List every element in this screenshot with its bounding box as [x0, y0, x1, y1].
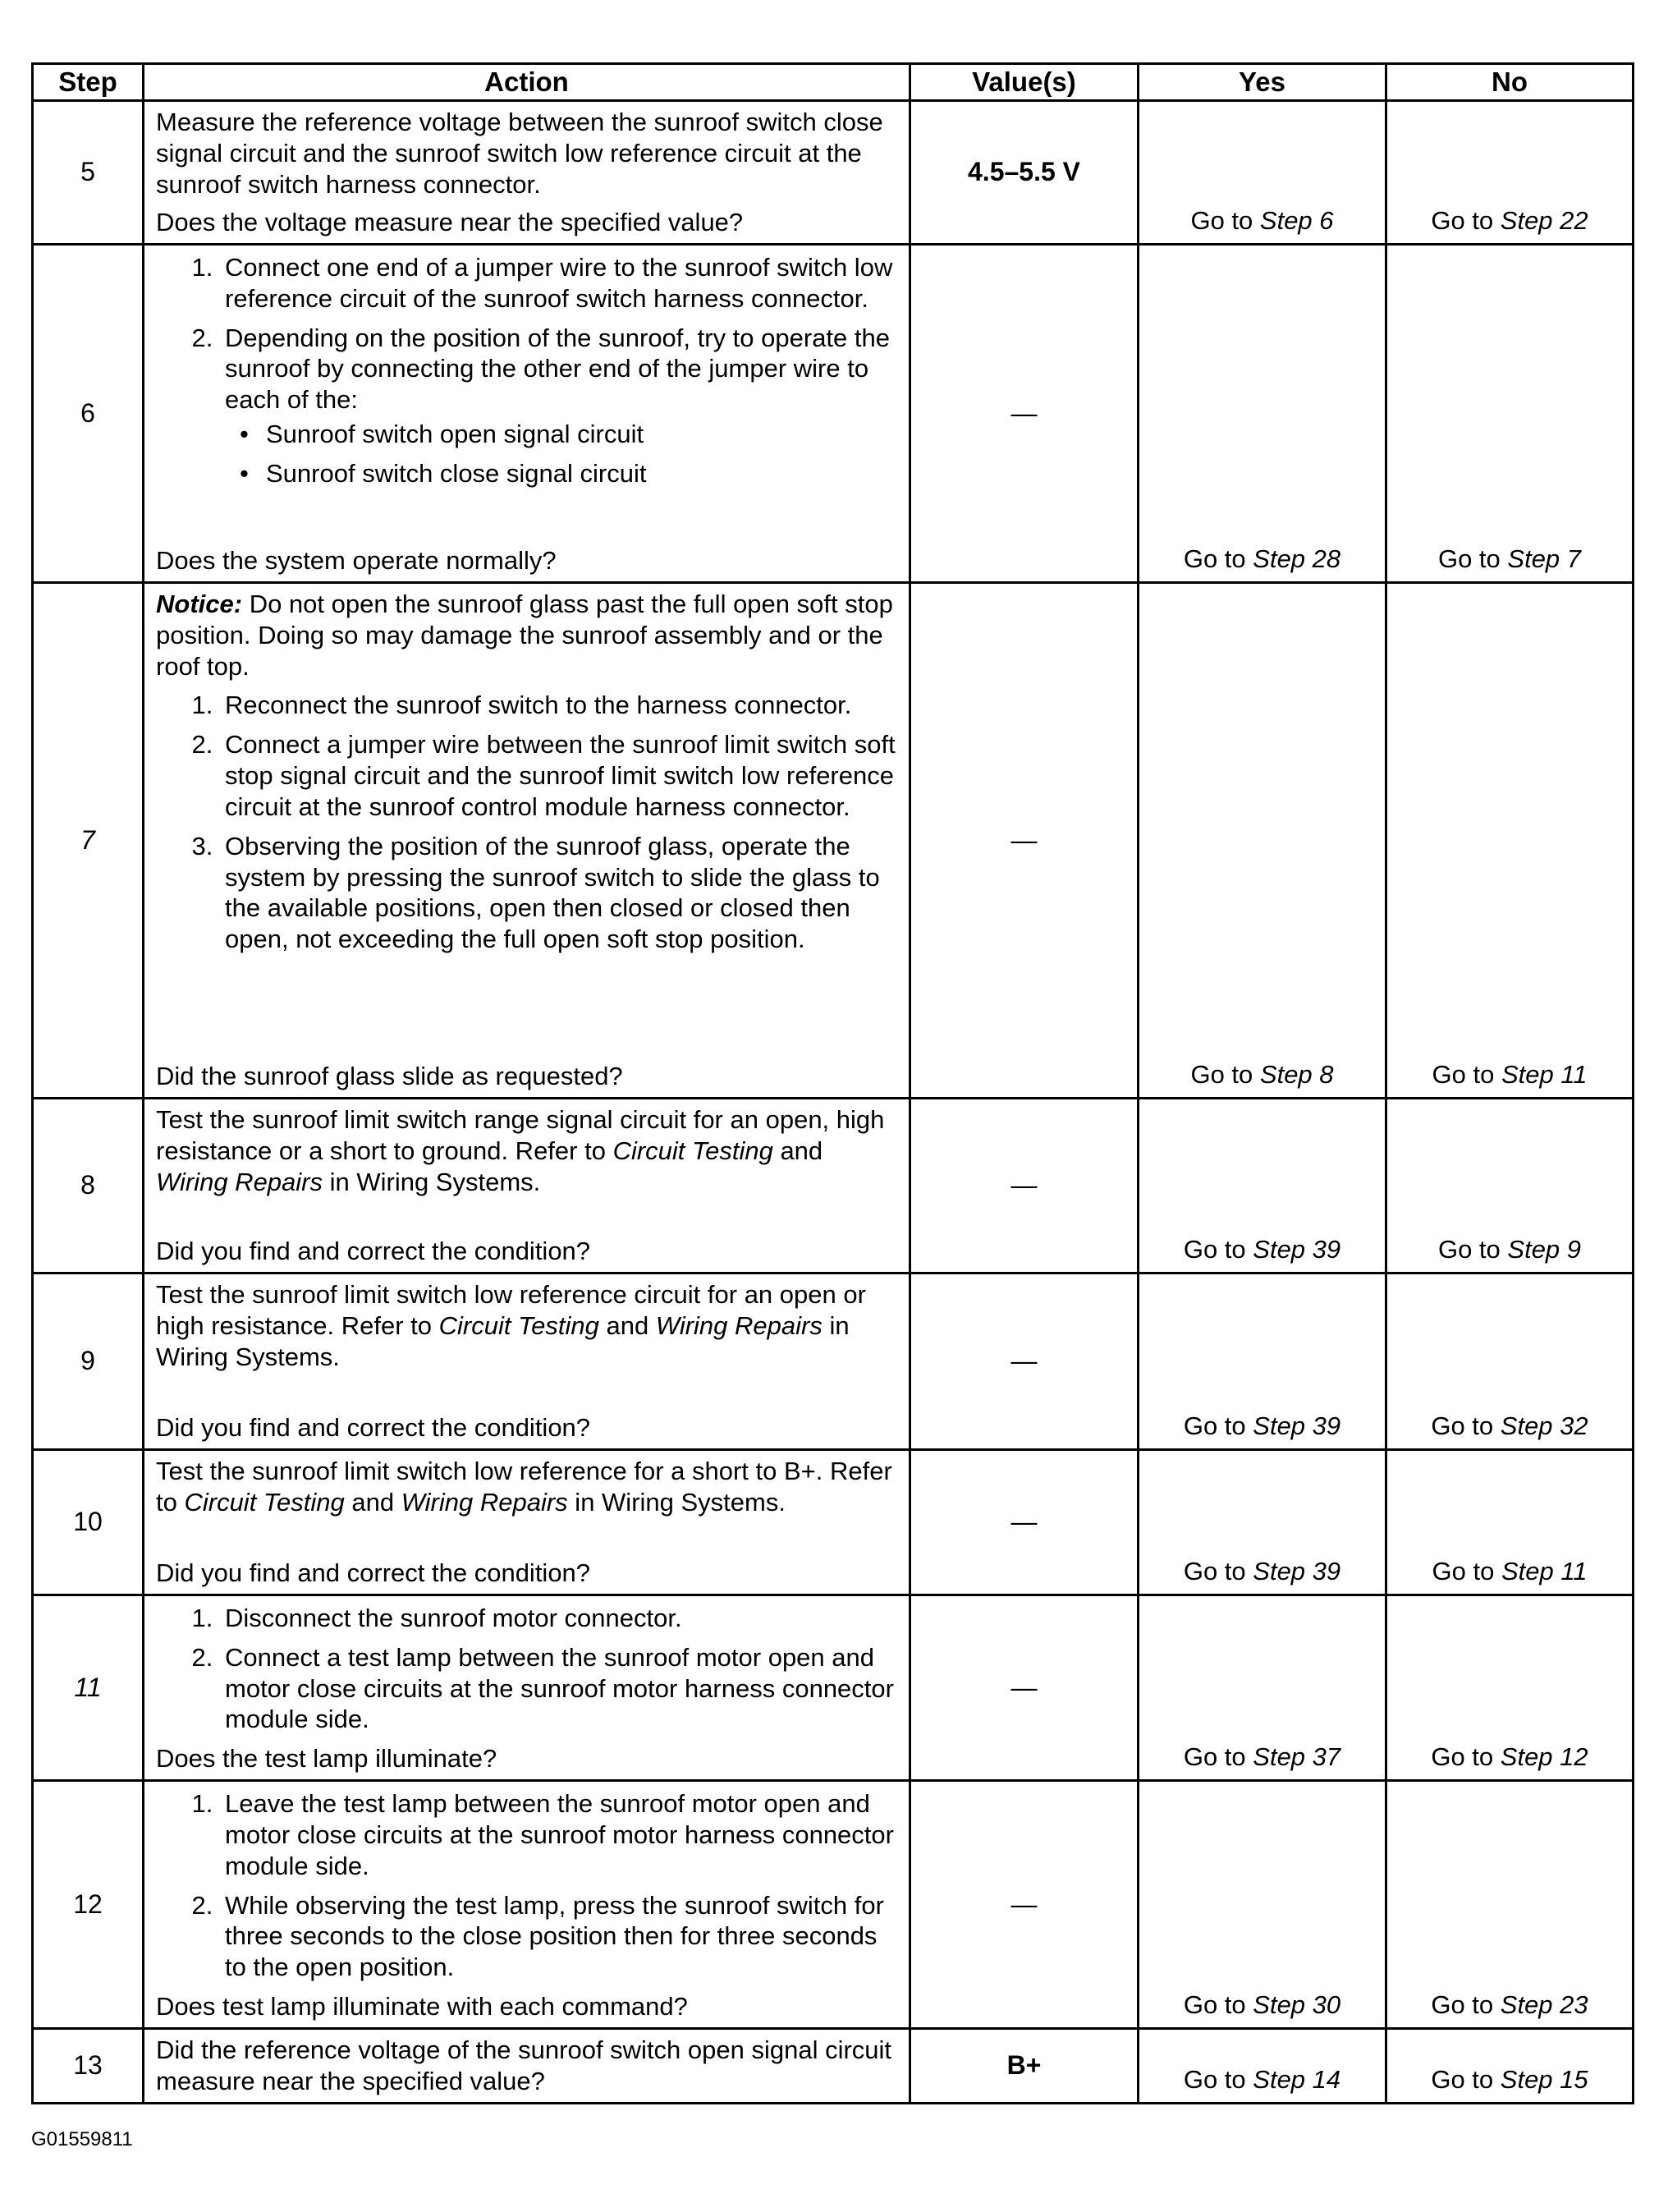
no-step-link[interactable]: Step 9	[1507, 1235, 1582, 1264]
yes-step-link[interactable]: Step 30	[1253, 1990, 1341, 2020]
action-cell	[144, 1450, 910, 1595]
step-number: 11	[33, 1595, 144, 1781]
substep-item: 2. While observing the test lamp, press the sunroof switch for three seconds to the close position then for three seconds to the open position.	[220, 1890, 900, 1983]
action-cell	[144, 1099, 910, 1274]
no-cell: Go to Step 32	[1386, 1274, 1634, 1450]
substep-item: 2. Connect a test lamp between the sunroof motor open and motor close circuits at the sunroof motor harness connector module side.	[220, 1642, 900, 1735]
header-step: Step	[33, 64, 144, 101]
yes-cell: Go to Step 8	[1139, 583, 1386, 1099]
table-row	[33, 1450, 1634, 1595]
no-cell: Go to Step 12	[1386, 1595, 1634, 1781]
substep-list	[156, 1603, 900, 1743]
table-row	[33, 245, 1634, 583]
yes-cell: Go to Step 39	[1139, 1099, 1386, 1274]
action-question: Did you find and correct the condition?	[156, 1237, 591, 1266]
no-cell: Go to Step 7	[1386, 245, 1634, 583]
no-cell: Go to Step 11	[1386, 1450, 1634, 1595]
action-question: Does the test lamp illuminate?	[156, 1744, 497, 1774]
yes-step-link[interactable]: Step 39	[1253, 1557, 1341, 1586]
table-row	[33, 1274, 1634, 1450]
reference-link[interactable]: Circuit Testing	[184, 1487, 345, 1517]
action-cell	[144, 245, 910, 583]
no-cell: Go to Step 11	[1386, 583, 1634, 1099]
header-yes: Yes	[1139, 64, 1386, 101]
no-step-link[interactable]: Step 15	[1500, 2064, 1588, 2094]
yes-step-link[interactable]: Step 39	[1253, 1411, 1341, 1441]
notice-text: Notice: Do not open the sunroof glass past the full open soft stop position. Doing so may damage the sunroof assembly and or the roof top.	[156, 590, 893, 681]
reference-link[interactable]: Wiring Repairs	[655, 1310, 823, 1340]
table-row	[33, 583, 1634, 1099]
no-step-link[interactable]: Step 11	[1501, 1557, 1588, 1586]
action-cell	[144, 1274, 910, 1450]
value-cell: B+	[910, 2029, 1139, 2104]
value-cell: —	[910, 1099, 1139, 1274]
no-cell: Go to Step 15	[1386, 2029, 1634, 2104]
substep-list	[156, 690, 900, 955]
go-to-label: Go to	[1431, 206, 1494, 236]
action-question: Did you find and correct the condition?	[156, 1413, 591, 1443]
header-values: Value(s)	[910, 64, 1139, 101]
reference-link[interactable]: Wiring Repairs	[401, 1487, 568, 1517]
no-step-link[interactable]: Step 32	[1500, 1411, 1588, 1441]
action-text: Measure the reference voltage between the sunroof switch close signal circuit and the sunroof switch low reference circuit at the sunroof switch harness connector.	[156, 108, 883, 199]
reference-link[interactable]: Circuit Testing	[438, 1310, 599, 1340]
header-no: No	[1386, 64, 1634, 101]
yes-cell: Go to Step 39	[1139, 1274, 1386, 1450]
table-row	[33, 1099, 1634, 1274]
notice-label: Notice:	[156, 590, 243, 618]
step-number: 7	[33, 583, 144, 1099]
header-action: Action	[144, 64, 910, 101]
substep-item: 1. Reconnect the sunroof switch to the harness connector.	[220, 690, 900, 721]
step-number: 8	[33, 1099, 144, 1274]
action-question: Does the voltage measure near the specified value?	[156, 208, 744, 237]
step-number: 5	[33, 101, 144, 245]
no-cell: Go to Step 23	[1386, 1781, 1634, 2029]
table-row	[33, 101, 1634, 245]
substep-item: 2. Connect a jumper wire between the sunroof limit switch soft stop signal circuit and the sunroof limit switch low reference circuit at the sunroof control module harness connector.	[220, 729, 900, 822]
yes-step-link[interactable]: Step 8	[1259, 1060, 1334, 1090]
diagnostic-table	[31, 62, 1634, 2104]
step-number: 13	[33, 2029, 144, 2104]
value-cell: 4.5–5.5 V	[910, 101, 1139, 245]
bullet-list	[225, 419, 900, 489]
substep-item: 3. Observing the position of the sunroof glass, operate the system by pressing the sunroof switch to slide the glass to the available positions, open then closed or closed then open, not exceeding the full open soft stop position.	[220, 831, 900, 955]
yes-cell	[1139, 101, 1386, 245]
header-row	[33, 64, 1634, 101]
substep-item: 1. Disconnect the sunroof motor connector.	[220, 1603, 900, 1634]
substep-item: 2. Depending on the position of the sunroof, try to operate the sunroof by connecting the other end of the jumper wire to each of the: • Sunroof switch open signal circuit • Sunroof switch close signal circuit	[220, 323, 900, 489]
yes-cell: Go to Step 28	[1139, 245, 1386, 583]
substep-list	[156, 252, 900, 489]
yes-step-link[interactable]: Step 39	[1253, 1235, 1341, 1264]
action-text: Test the sunroof limit switch low reference for a short to B+. Refer to Circuit Testing and Wiring Repairs in Wiring Systems.	[156, 1457, 892, 1517]
yes-cell: Go to Step 14	[1139, 2029, 1386, 2104]
reference-link[interactable]: Wiring Repairs	[156, 1167, 323, 1196]
table-row	[33, 2029, 1634, 2104]
table-row	[33, 1781, 1634, 2029]
action-cell	[144, 2029, 910, 2104]
action-question: Did the reference voltage of the sunroof switch open signal circuit measure near the specified value?	[156, 2035, 892, 2095]
no-step-link[interactable]: Step 7	[1507, 544, 1582, 574]
action-text: Test the sunroof limit switch range signal circuit for an open, high resistance or a short to ground. Refer to Circuit Testing and Wiring Repairs in Wiring Systems.	[156, 1105, 885, 1196]
value-cell: —	[910, 1274, 1139, 1450]
yes-step-link[interactable]: Step 37	[1253, 1742, 1341, 1772]
yes-cell: Go to Step 37	[1139, 1595, 1386, 1781]
action-question: Did the sunroof glass slide as requested?	[156, 1062, 623, 1091]
figure-code: G01559811	[31, 2128, 133, 2150]
step-number: 9	[33, 1274, 144, 1450]
step-number: 12	[33, 1781, 144, 2029]
value-cell: —	[910, 1450, 1139, 1595]
action-cell	[144, 1781, 910, 2029]
no-cell: Go to Step 9	[1386, 1099, 1634, 1274]
no-step-link[interactable]: Step 11	[1501, 1060, 1588, 1090]
step-number: 10	[33, 1450, 144, 1595]
value-cell: —	[910, 245, 1139, 583]
bullet-item: • Sunroof switch open signal circuit	[261, 419, 900, 450]
step-number: 6	[33, 245, 144, 583]
substep-item: 1. Leave the test lamp between the sunroof motor open and motor close circuits at the sunroof motor harness connector module side.	[220, 1788, 900, 1881]
value-cell: —	[910, 1781, 1139, 2029]
value-cell: —	[910, 1595, 1139, 1781]
yes-step-link[interactable]: Step 14	[1253, 2064, 1341, 2094]
yes-cell: Go to Step 39	[1139, 1450, 1386, 1595]
no-step-link[interactable]: Step 22	[1500, 206, 1588, 236]
yes-cell: Go to Step 30	[1139, 1781, 1386, 2029]
table-row	[33, 1595, 1634, 1781]
bullet-item: • Sunroof switch close signal circuit	[261, 458, 900, 489]
reference-link[interactable]: Circuit Testing	[612, 1136, 773, 1165]
action-cell	[144, 1595, 910, 1781]
action-cell	[144, 583, 910, 1099]
action-question: Did you find and correct the condition?	[156, 1558, 591, 1588]
go-to-label: Go to	[1190, 206, 1253, 236]
no-cell	[1386, 101, 1634, 245]
action-text: Test the sunroof limit switch low reference circuit for an open or high resistance. Refer to Circuit Testing and Wiring Repairs in Wiring Systems.	[156, 1280, 866, 1371]
yes-step-link[interactable]: Step 28	[1253, 544, 1341, 574]
substep-list	[156, 1788, 900, 1991]
substep-item: 1. Connect one end of a jumper wire to the sunroof switch low reference circuit of the sunroof switch harness connector.	[220, 252, 900, 314]
no-step-link[interactable]: Step 12	[1500, 1742, 1588, 1772]
yes-step-link[interactable]: Step 6	[1259, 206, 1334, 236]
action-cell	[144, 101, 910, 245]
no-step-link[interactable]: Step 23	[1500, 1990, 1588, 2020]
action-question: Does the system operate normally?	[156, 546, 557, 576]
action-question: Does test lamp illuminate with each command?	[156, 1992, 688, 2022]
value-cell: —	[910, 583, 1139, 1099]
